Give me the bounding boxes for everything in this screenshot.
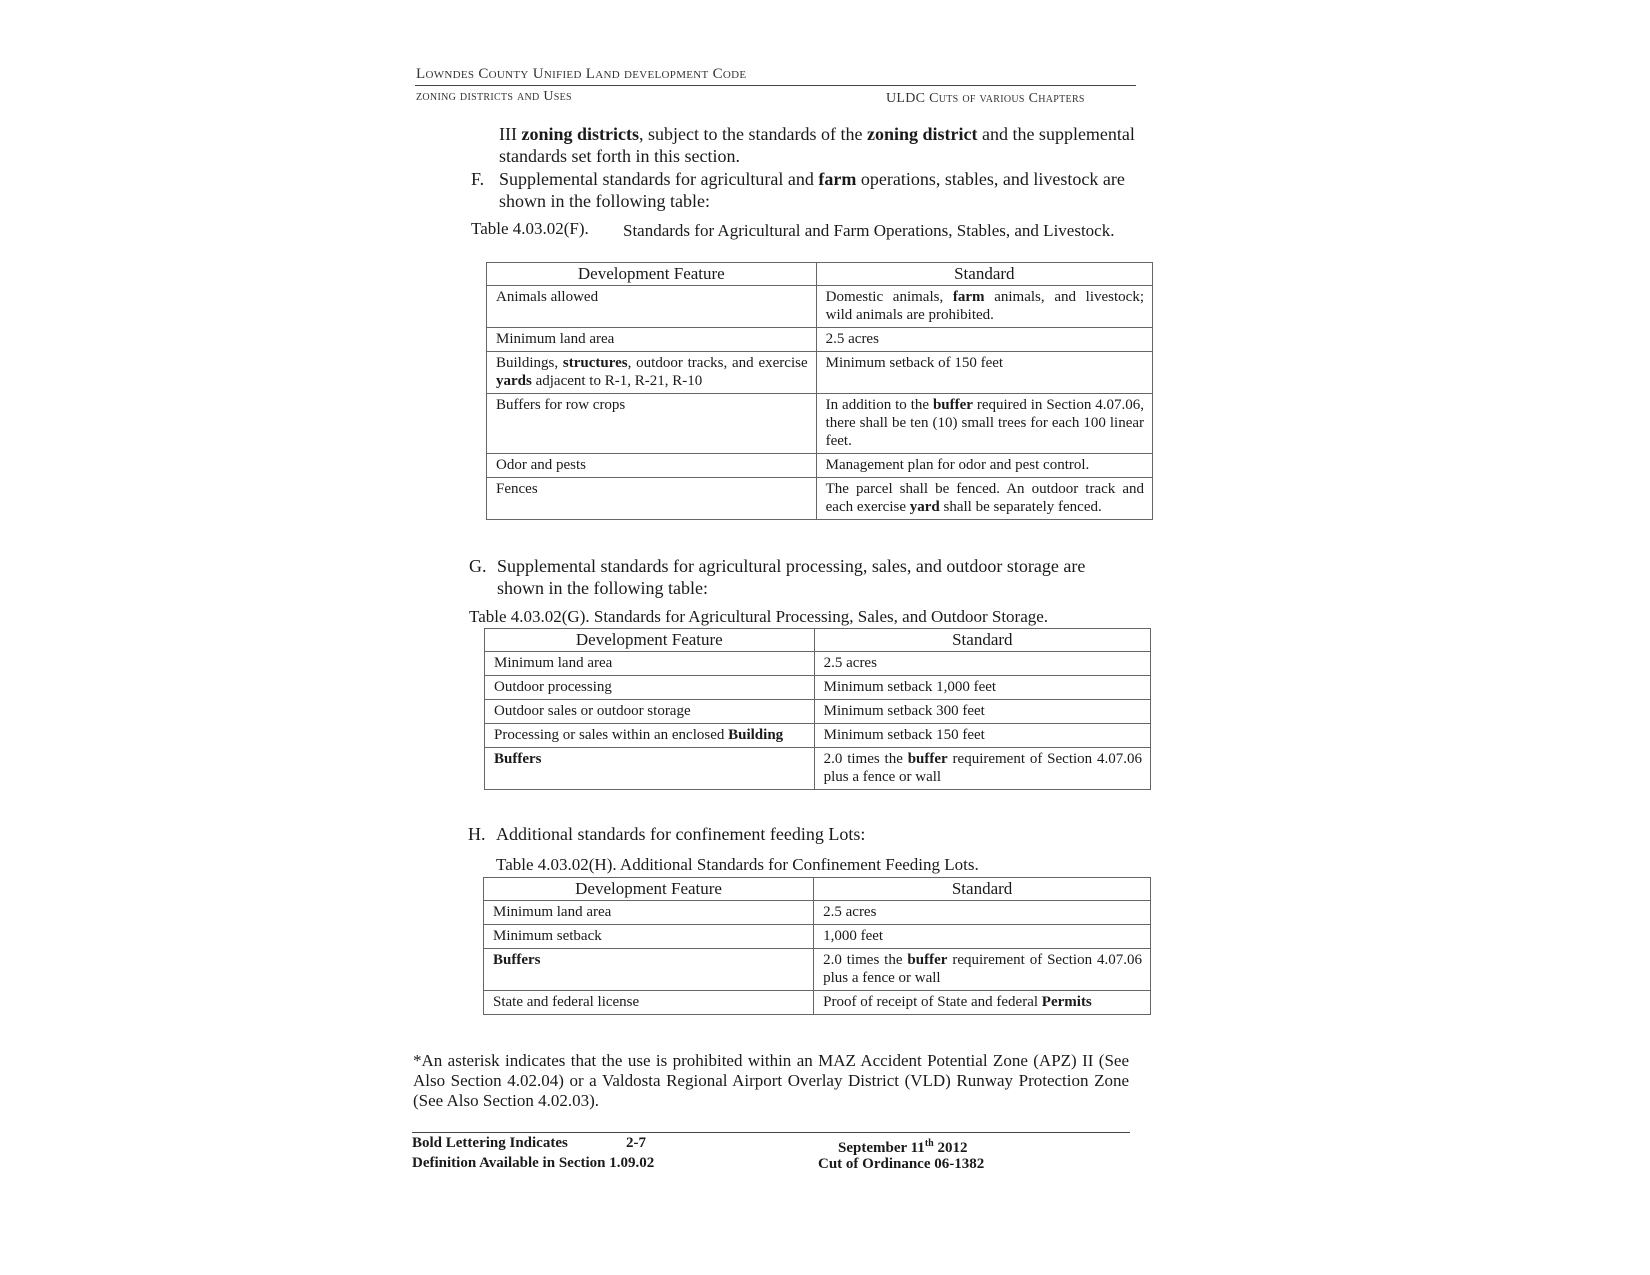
text-segment: Supplemental standards for agricultural processing, sales, and outdoor storage are shown in the following table: [497, 556, 1086, 598]
column-header-feature: Development Feature [487, 263, 817, 286]
standard-cell [816, 352, 1152, 394]
table-row [487, 328, 1153, 352]
header-chapter: zoning districts and Uses [416, 89, 572, 104]
feature-cell [487, 394, 817, 454]
feature-cell [487, 352, 817, 394]
table-f [486, 262, 1153, 520]
text-segment: Supplemental standards for agricultural and [499, 169, 819, 189]
text-segment: required in Section 4.07.06, there shall be ten (10) small trees for each 100 linear feet. [825, 397, 1144, 449]
feature-cell [487, 328, 817, 352]
section-f-letter: F. [471, 169, 485, 189]
table-row [484, 925, 1151, 949]
section-h-letter: H. [468, 824, 486, 844]
text-segment: III [499, 124, 522, 144]
feature-cell [485, 676, 815, 700]
table-row [487, 454, 1153, 478]
table-f-caption-label: Table 4.03.02(F). [471, 219, 589, 238]
text-segment: Minimum setback 300 feet [823, 703, 985, 719]
footer-ordinance: Cut of Ordinance 06-1382 [818, 1156, 985, 1172]
table-f-caption-title: Standards for Agricultural and Farm Operations, Stables, and Livestock. [623, 221, 1115, 240]
defined-term: Buffers [493, 952, 541, 968]
footer-date-post: 2012 [933, 1140, 968, 1156]
defined-term: Permits [1041, 994, 1092, 1010]
text-segment: In addition to the [825, 397, 933, 413]
standard-cell [814, 901, 1151, 925]
text-segment: Minimum land area [494, 655, 613, 671]
text-segment: Buildings, [496, 355, 563, 371]
table-g-caption: Table 4.03.02(G). Standards for Agricultural Processing, Sales, and Outdoor Storage. [469, 607, 1049, 626]
text-segment: Minimum setback [493, 928, 602, 944]
feature-cell [485, 724, 815, 748]
text-segment: Proof of receipt of State and federal [823, 994, 1042, 1010]
text-segment: Management plan for odor and pest control. [825, 457, 1090, 473]
standard-cell [814, 724, 1150, 748]
feature-cell [487, 454, 817, 478]
header-rule [415, 85, 1136, 86]
feature-cell [484, 925, 814, 949]
defined-term: buffer [907, 751, 948, 767]
section-g-letter: G. [469, 556, 487, 576]
standard-cell [816, 328, 1152, 352]
text-segment: Minimum land area [493, 904, 612, 920]
table-row [485, 724, 1151, 748]
text-segment: 2.0 times the [823, 952, 908, 968]
text-segment: shall be separately fenced. [939, 499, 1102, 515]
table-row [487, 478, 1153, 520]
standard-cell [814, 925, 1151, 949]
text-segment: 2.5 acres [825, 331, 879, 347]
footnote: *An asterisk indicates that the use is prohibited within an MAZ Accident Potential Zone (APZ) II (See Also Section 4.02.04) or a Valdosta Regional Airport Overlay District (VLD) Runway Protection Zone (See Also Section 4.02.03). [413, 1051, 1129, 1110]
text-segment: requirement of Section 4.07.06 plus a fence or wall [823, 751, 1142, 785]
table-row [484, 991, 1151, 1015]
feature-cell [484, 949, 814, 991]
defined-term: farm [818, 169, 857, 189]
table-header-row [484, 878, 1151, 901]
text-segment: , outdoor tracks, and exercise [627, 355, 808, 371]
text-segment: The parcel shall be fenced. An outdoor track and each exercise [825, 481, 1144, 515]
table-row [487, 394, 1153, 454]
standard-cell [816, 454, 1152, 478]
table-h-caption: Table 4.03.02(H). Additional Standards for Confinement Feeding Lots. [496, 855, 979, 874]
column-header-feature: Development Feature [484, 878, 814, 901]
section-f-text [499, 168, 1135, 212]
standard-cell [814, 700, 1150, 724]
footer-bold-note-1: Bold Lettering Indicates [412, 1135, 568, 1151]
text-segment: State and federal license [493, 994, 640, 1010]
text-segment: Additional standards for confinement feeding Lots: [496, 824, 866, 844]
feature-cell [485, 748, 815, 790]
defined-term: farm [952, 289, 985, 305]
table-g [484, 628, 1151, 790]
standard-cell [814, 991, 1151, 1015]
text-segment: Domestic animals, [825, 289, 953, 305]
table-h [483, 877, 1151, 1015]
standard-cell [816, 286, 1152, 328]
table-row [484, 901, 1151, 925]
feature-cell [487, 286, 817, 328]
table-header-row [487, 263, 1153, 286]
feature-cell [487, 478, 817, 520]
section-g-text [497, 555, 1131, 599]
text-segment: Outdoor sales or outdoor storage [494, 703, 691, 719]
text-segment: 2.0 times the [823, 751, 908, 767]
column-header-feature: Development Feature [485, 629, 815, 652]
text-segment: Minimum setback 1,000 feet [823, 679, 997, 695]
footer-date-sup: th [924, 1138, 934, 1149]
defined-term: zoning district [866, 124, 978, 144]
defined-term: buffer [932, 397, 973, 413]
text-segment: requirement of Section 4.07.06 plus a fence or wall [823, 952, 1142, 986]
table-row [485, 676, 1151, 700]
standard-cell [814, 652, 1150, 676]
column-header-standard: Standard [816, 263, 1152, 286]
text-segment: Outdoor processing [494, 679, 612, 695]
text-segment: Fences [496, 481, 538, 497]
text-segment: Minimum setback of 150 feet [825, 355, 1004, 371]
defined-term: Building [728, 727, 784, 743]
feature-cell [484, 901, 814, 925]
text-segment: Minimum setback 150 feet [823, 727, 985, 743]
text-segment: 2.5 acres [823, 655, 877, 671]
defined-term: structures [562, 355, 628, 371]
table-row [485, 748, 1151, 790]
section-h-text [496, 823, 865, 845]
footer-page-number: 2-7 [626, 1135, 646, 1151]
text-segment: animals, and livestock; wild animals are prohibited. [825, 289, 1144, 323]
table-row [487, 286, 1153, 328]
text-segment: , subject to the standards of the [639, 124, 867, 144]
defined-term: zoning districts [521, 124, 639, 144]
table-row [484, 949, 1151, 991]
text-segment: 1,000 feet [823, 928, 884, 944]
standard-cell [814, 676, 1150, 700]
footer-date-pre: September 11 [838, 1140, 925, 1156]
text-segment: adjacent to R-1, R-21, R-10 [531, 373, 703, 389]
feature-cell [485, 700, 815, 724]
table-row [487, 352, 1153, 394]
text-segment: Minimum land area [496, 331, 615, 347]
feature-cell [484, 991, 814, 1015]
text-segment: 2.5 acres [823, 904, 877, 920]
defined-term: yard [909, 499, 940, 515]
column-header-standard: Standard [814, 629, 1150, 652]
defined-term: yards [496, 373, 532, 389]
text-segment: and the supplemental standards set forth in this section. [499, 124, 1135, 166]
footer-bold-note-2: Definition Available in Section 1.09.02 [412, 1155, 655, 1171]
defined-term: buffer [907, 952, 948, 968]
text-segment: Buffers for row crops [496, 397, 626, 413]
column-header-standard: Standard [814, 878, 1151, 901]
text-segment: Processing or sales within an enclosed [494, 727, 729, 743]
table-row [485, 700, 1151, 724]
header-document-title: Lowndes County Unified Land development Code [416, 66, 747, 82]
table-row [485, 652, 1151, 676]
text-segment: Odor and pests [496, 457, 586, 473]
standard-cell [816, 478, 1152, 520]
table-header-row [485, 629, 1151, 652]
feature-cell [485, 652, 815, 676]
standard-cell [816, 394, 1152, 454]
header-right: ULDC Cuts of various Chapters [886, 91, 1085, 106]
standard-cell [814, 949, 1151, 991]
defined-term: Buffers [494, 751, 542, 767]
text-segment: Animals allowed [496, 289, 599, 305]
intro-paragraph [499, 123, 1135, 167]
text-segment: operations, stables, and livestock are shown in the following table: [499, 169, 1125, 211]
standard-cell [814, 748, 1150, 790]
